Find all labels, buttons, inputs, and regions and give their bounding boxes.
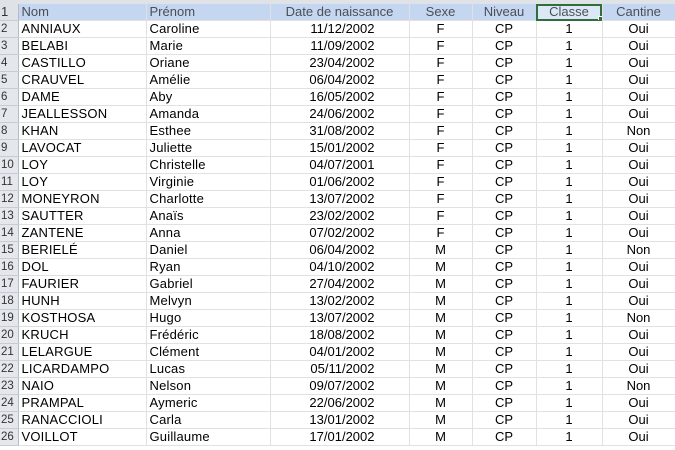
cell-prenom[interactable]: Oriane: [146, 55, 270, 72]
cell-classe[interactable]: 1: [536, 310, 602, 327]
cell-classe[interactable]: 1: [536, 106, 602, 123]
cell-prenom[interactable]: Anna: [146, 225, 270, 242]
table-row: [0, 242, 675, 259]
row-number[interactable]: 8: [0, 123, 18, 140]
cell-classe[interactable]: 1: [536, 293, 602, 310]
cell-sexe[interactable]: M: [409, 412, 472, 429]
cell-nom[interactable]: HUNH: [18, 293, 146, 310]
cell-nom[interactable]: NAIO: [18, 378, 146, 395]
cell-nom[interactable]: PRAMPAL: [18, 395, 146, 412]
row-number[interactable]: 9: [0, 140, 18, 157]
row-number[interactable]: 18: [0, 293, 18, 310]
cell-cantine[interactable]: Oui: [602, 157, 675, 174]
table-row: [0, 276, 675, 293]
cell-classe[interactable]: 1: [536, 38, 602, 55]
cell-date[interactable]: 11/12/2002: [270, 21, 409, 38]
row-number[interactable]: 22: [0, 361, 18, 378]
table-row: [0, 174, 675, 191]
row-number[interactable]: 6: [0, 89, 18, 106]
cell-niveau[interactable]: CP: [472, 378, 536, 395]
cell-niveau[interactable]: CP: [472, 21, 536, 38]
cell-nom[interactable]: VOILLOT: [18, 429, 146, 446]
cell-date[interactable]: 16/05/2002: [270, 89, 409, 106]
cell-prenom[interactable]: Guillaume: [146, 429, 270, 446]
cell-nom[interactable]: DAME: [18, 89, 146, 106]
cell-niveau[interactable]: CP: [472, 242, 536, 259]
cell-niveau[interactable]: CP: [472, 361, 536, 378]
cell-classe[interactable]: 1: [536, 21, 602, 38]
cell-nom[interactable]: LICARDAMPO: [18, 361, 146, 378]
table-row: [0, 293, 675, 310]
cell-nom[interactable]: CRAUVEL: [18, 72, 146, 89]
cell-sexe[interactable]: M: [409, 327, 472, 344]
row-number[interactable]: 15: [0, 242, 18, 259]
table-row: [0, 55, 675, 72]
table-row: [0, 157, 675, 174]
cell-prenom[interactable]: Amanda: [146, 106, 270, 123]
cell-sexe[interactable]: M: [409, 429, 472, 446]
row-number[interactable]: 12: [0, 191, 18, 208]
cell-nom[interactable]: LAVOCAT: [18, 140, 146, 157]
cell-cantine[interactable]: Oui: [602, 412, 675, 429]
table-row: [0, 106, 675, 123]
cell-sexe[interactable]: M: [409, 242, 472, 259]
cell-cantine[interactable]: Oui: [602, 72, 675, 89]
cell-cantine[interactable]: Oui: [602, 55, 675, 72]
cell-sexe[interactable]: F: [409, 89, 472, 106]
cell-classe[interactable]: 1: [536, 157, 602, 174]
cell-niveau[interactable]: CP: [472, 310, 536, 327]
cell-cantine[interactable]: Non: [602, 123, 675, 140]
cell-cantine[interactable]: Non: [602, 310, 675, 327]
cell-sexe[interactable]: F: [409, 157, 472, 174]
cell-nom[interactable]: FAURIER: [18, 276, 146, 293]
cell-prenom[interactable]: Anaïs: [146, 208, 270, 225]
cell-sexe[interactable]: M: [409, 259, 472, 276]
table-row: [0, 89, 675, 106]
cell-cantine[interactable]: Oui: [602, 174, 675, 191]
row-number[interactable]: 14: [0, 225, 18, 242]
cell-date[interactable]: 17/01/2002: [270, 429, 409, 446]
cell-prenom[interactable]: Ryan: [146, 259, 270, 276]
cell-prenom[interactable]: Amélie: [146, 72, 270, 89]
cell-classe[interactable]: 1: [536, 429, 602, 446]
table-row: [0, 208, 675, 225]
cell-sexe[interactable]: M: [409, 361, 472, 378]
row-number[interactable]: 13: [0, 208, 18, 225]
row-number[interactable]: 24: [0, 395, 18, 412]
cell-prenom[interactable]: Clément: [146, 344, 270, 361]
cell-classe[interactable]: 1: [536, 208, 602, 225]
row-number[interactable]: 20: [0, 327, 18, 344]
cell-cantine[interactable]: Oui: [602, 225, 675, 242]
cell-prenom[interactable]: Charlotte: [146, 191, 270, 208]
cell-date[interactable]: 15/01/2002: [270, 140, 409, 157]
cell-prenom[interactable]: Virginie: [146, 174, 270, 191]
student-table: [0, 4, 675, 446]
cell-niveau[interactable]: CP: [472, 38, 536, 55]
cell-nom[interactable]: ANNIAUX: [18, 21, 146, 38]
row-number[interactable]: 2: [0, 21, 18, 38]
row-number[interactable]: 23: [0, 378, 18, 395]
cell-prenom[interactable]: Daniel: [146, 242, 270, 259]
cell-prenom[interactable]: Lucas: [146, 361, 270, 378]
row-number[interactable]: 10: [0, 157, 18, 174]
cell-date[interactable]: 23/02/2002: [270, 208, 409, 225]
cell-cantine[interactable]: Oui: [602, 191, 675, 208]
cell-date[interactable]: 23/04/2002: [270, 55, 409, 72]
cell-niveau[interactable]: CP: [472, 174, 536, 191]
cell-prenom[interactable]: Frédéric: [146, 327, 270, 344]
cell-cantine[interactable]: Oui: [602, 21, 675, 38]
cell-date[interactable]: 22/06/2002: [270, 395, 409, 412]
cell-niveau[interactable]: CP: [472, 72, 536, 89]
cell-prenom[interactable]: Christelle: [146, 157, 270, 174]
cell-classe[interactable]: 1: [536, 55, 602, 72]
cell-prenom[interactable]: Gabriel: [146, 276, 270, 293]
cell-niveau[interactable]: CP: [472, 412, 536, 429]
table-row: [0, 395, 675, 412]
cell-classe[interactable]: 1: [536, 72, 602, 89]
cell-niveau[interactable]: CP: [472, 140, 536, 157]
cell-date[interactable]: 06/04/2002: [270, 242, 409, 259]
row-number[interactable]: 11: [0, 174, 18, 191]
cell-prenom[interactable]: Esthee: [146, 123, 270, 140]
cell-classe[interactable]: 1: [536, 361, 602, 378]
table-row: [0, 310, 675, 327]
cell-niveau[interactable]: CP: [472, 123, 536, 140]
cell-nom[interactable]: ZANTENE: [18, 225, 146, 242]
cell-nom[interactable]: BELABI: [18, 38, 146, 55]
cell-cantine[interactable]: Oui: [602, 140, 675, 157]
cell-nom[interactable]: SAUTTER: [18, 208, 146, 225]
cell-niveau[interactable]: CP: [472, 106, 536, 123]
cell-prenom[interactable]: Caroline: [146, 21, 270, 38]
table-row: [0, 140, 675, 157]
table-row: [0, 21, 675, 38]
row-number[interactable]: 17: [0, 276, 18, 293]
cell-cantine[interactable]: Oui: [602, 361, 675, 378]
cell-date[interactable]: 13/07/2002: [270, 310, 409, 327]
cell-sexe[interactable]: M: [409, 395, 472, 412]
cell-niveau[interactable]: CP: [472, 191, 536, 208]
cell-classe[interactable]: 1: [536, 242, 602, 259]
cell-date[interactable]: 31/08/2002: [270, 123, 409, 140]
cell-cantine[interactable]: Non: [602, 378, 675, 395]
cell-nom[interactable]: KHAN: [18, 123, 146, 140]
row-number[interactable]: 3: [0, 38, 18, 55]
cell-cantine[interactable]: Oui: [602, 208, 675, 225]
table-row: [0, 123, 675, 140]
row-number[interactable]: 19: [0, 310, 18, 327]
cell-classe[interactable]: 1: [536, 344, 602, 361]
cell-classe[interactable]: 1: [536, 89, 602, 106]
cell-classe[interactable]: 1: [536, 191, 602, 208]
cell-prenom[interactable]: Nelson: [146, 378, 270, 395]
cell-cantine[interactable]: Oui: [602, 276, 675, 293]
cell-sexe[interactable]: F: [409, 55, 472, 72]
cell-date[interactable]: 05/11/2002: [270, 361, 409, 378]
cell-cantine[interactable]: Oui: [602, 293, 675, 310]
row-number[interactable]: 25: [0, 412, 18, 429]
cell-sexe[interactable]: F: [409, 21, 472, 38]
cell-sexe[interactable]: M: [409, 276, 472, 293]
cell-niveau[interactable]: CP: [472, 429, 536, 446]
row-number[interactable]: 5: [0, 72, 18, 89]
header-cell-prenom[interactable]: Prénom: [146, 4, 270, 21]
cell-classe[interactable]: 1: [536, 327, 602, 344]
header-cell-classe-selected[interactable]: [536, 4, 602, 21]
cell-sexe[interactable]: M: [409, 293, 472, 310]
cell-sexe[interactable]: M: [409, 344, 472, 361]
cell-classe[interactable]: 1: [536, 412, 602, 429]
table-row: [0, 361, 675, 378]
cell-date[interactable]: 04/07/2001: [270, 157, 409, 174]
cell-date[interactable]: 11/09/2002: [270, 38, 409, 55]
cell-sexe[interactable]: F: [409, 123, 472, 140]
cell-sexe[interactable]: F: [409, 225, 472, 242]
cell-classe[interactable]: 1: [536, 276, 602, 293]
table-row: [0, 38, 675, 55]
cell-niveau[interactable]: CP: [472, 259, 536, 276]
cell-cantine[interactable]: Oui: [602, 89, 675, 106]
cell-date[interactable]: 06/04/2002: [270, 72, 409, 89]
cell-cantine[interactable]: Oui: [602, 395, 675, 412]
table-row: [0, 191, 675, 208]
cell-date[interactable]: 01/06/2002: [270, 174, 409, 191]
cell-classe[interactable]: 1: [536, 140, 602, 157]
cell-niveau[interactable]: CP: [472, 327, 536, 344]
cell-nom[interactable]: DOL: [18, 259, 146, 276]
cell-date[interactable]: 13/07/2002: [270, 191, 409, 208]
header-row: [0, 4, 675, 21]
row-number[interactable]: 26: [0, 429, 18, 446]
cell-cantine[interactable]: Oui: [602, 327, 675, 344]
table-row: [0, 344, 675, 361]
cell-classe[interactable]: 1: [536, 225, 602, 242]
cell-nom[interactable]: KOSTHOSA: [18, 310, 146, 327]
cell-sexe[interactable]: F: [409, 72, 472, 89]
cell-prenom[interactable]: Juliette: [146, 140, 270, 157]
table-row: [0, 327, 675, 344]
cell-niveau[interactable]: CP: [472, 276, 536, 293]
cell-date[interactable]: 04/10/2002: [270, 259, 409, 276]
cell-date[interactable]: 18/08/2002: [270, 327, 409, 344]
cell-prenom[interactable]: Carla: [146, 412, 270, 429]
row-number[interactable]: 4: [0, 55, 18, 72]
cell-nom[interactable]: MONEYRON: [18, 191, 146, 208]
cell-cantine[interactable]: Non: [602, 242, 675, 259]
cell-nom[interactable]: LELARGUE: [18, 344, 146, 361]
cell-niveau[interactable]: CP: [472, 293, 536, 310]
fill-handle[interactable]: [598, 16, 603, 21]
cell-niveau[interactable]: CP: [472, 157, 536, 174]
table-row: [0, 412, 675, 429]
cell-classe[interactable]: 1: [536, 395, 602, 412]
header-cell-nom[interactable]: Nom: [18, 4, 146, 21]
header-cell-cantine[interactable]: Cantine: [602, 4, 675, 21]
cell-nom[interactable]: LOY: [18, 157, 146, 174]
cell-sexe[interactable]: F: [409, 208, 472, 225]
cell-sexe[interactable]: F: [409, 38, 472, 55]
row-number[interactable]: 7: [0, 106, 18, 123]
cell-date[interactable]: 09/07/2002: [270, 378, 409, 395]
header-cell-sexe[interactable]: Sexe: [409, 4, 472, 21]
table-row: [0, 378, 675, 395]
cell-nom[interactable]: LOY: [18, 174, 146, 191]
cell-niveau[interactable]: CP: [472, 89, 536, 106]
cell-sexe[interactable]: M: [409, 310, 472, 327]
table-row: [0, 225, 675, 242]
cell-sexe[interactable]: F: [409, 191, 472, 208]
cell-prenom[interactable]: Hugo: [146, 310, 270, 327]
cell-cantine[interactable]: Oui: [602, 429, 675, 446]
cell-nom[interactable]: RANACCIOLI: [18, 412, 146, 429]
cell-prenom[interactable]: Marie: [146, 38, 270, 55]
cell-cantine[interactable]: Oui: [602, 106, 675, 123]
cell-nom[interactable]: CASTILLO: [18, 55, 146, 72]
cell-classe[interactable]: 1: [536, 259, 602, 276]
cell-classe[interactable]: 1: [536, 174, 602, 191]
header-cell-date[interactable]: Date de naissance: [270, 4, 409, 21]
cell-cantine[interactable]: Oui: [602, 38, 675, 55]
cell-date[interactable]: 04/01/2002: [270, 344, 409, 361]
cell-nom[interactable]: BERIELÉ: [18, 242, 146, 259]
header-label-classe: Classe: [549, 4, 589, 19]
cell-sexe[interactable]: F: [409, 174, 472, 191]
row-number[interactable]: 1: [0, 4, 18, 21]
row-number[interactable]: 16: [0, 259, 18, 276]
cell-niveau[interactable]: CP: [472, 55, 536, 72]
cell-sexe[interactable]: M: [409, 378, 472, 395]
cell-date[interactable]: 13/02/2002: [270, 293, 409, 310]
cell-classe[interactable]: 1: [536, 123, 602, 140]
cell-prenom[interactable]: Melvyn: [146, 293, 270, 310]
cell-date[interactable]: 24/06/2002: [270, 106, 409, 123]
cell-nom[interactable]: JEALLESSON: [18, 106, 146, 123]
cell-date[interactable]: 07/02/2002: [270, 225, 409, 242]
cell-sexe[interactable]: F: [409, 106, 472, 123]
cell-niveau[interactable]: CP: [472, 208, 536, 225]
cell-prenom[interactable]: Aymeric: [146, 395, 270, 412]
cell-cantine[interactable]: Oui: [602, 259, 675, 276]
cell-niveau[interactable]: CP: [472, 395, 536, 412]
cell-sexe[interactable]: F: [409, 140, 472, 157]
row-number[interactable]: 21: [0, 344, 18, 361]
cell-prenom[interactable]: Aby: [146, 89, 270, 106]
table-row: [0, 259, 675, 276]
cell-date[interactable]: 13/01/2002: [270, 412, 409, 429]
header-cell-niveau[interactable]: Niveau: [472, 4, 536, 21]
cell-classe[interactable]: 1: [536, 378, 602, 395]
cell-cantine[interactable]: Oui: [602, 344, 675, 361]
cell-date[interactable]: 27/04/2002: [270, 276, 409, 293]
table-row: [0, 72, 675, 89]
cell-niveau[interactable]: CP: [472, 225, 536, 242]
cell-niveau[interactable]: CP: [472, 344, 536, 361]
table-row: [0, 429, 675, 446]
cell-nom[interactable]: KRUCH: [18, 327, 146, 344]
